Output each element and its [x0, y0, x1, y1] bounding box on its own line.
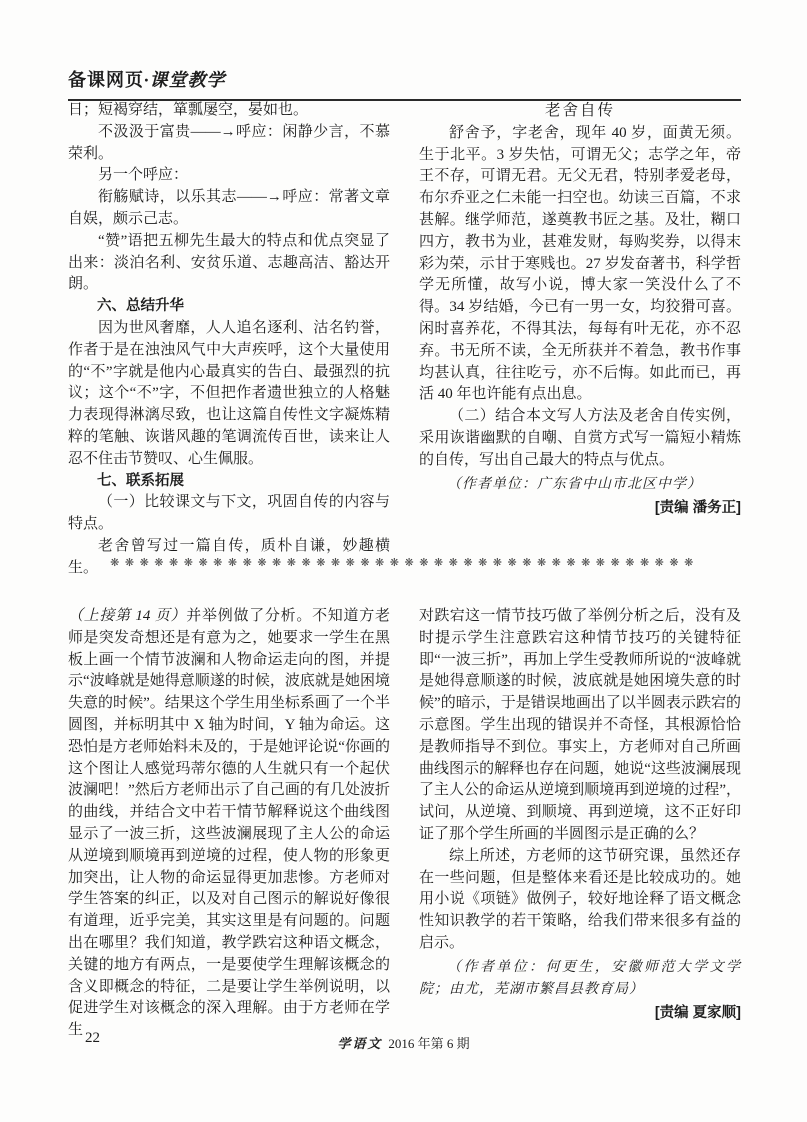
upper-right-column: [419, 100, 741, 580]
section-heading-six: 六、总结升华: [97, 298, 184, 315]
responsible-editor-note: [责编 潘务正]: [654, 500, 741, 517]
paragraph-text: 并举例做了分析。不知道方老师是突发奇想还是有意为之，她要求一学生在黑板上画一个情节波澜和人物命运走向的图，并提示“波峰就是她得意顺遂的时候，波底就是她困境失意的时候”。结果这个学生用坐标系画了一个半圆图，并标明其中 X 轴为时间，Y 轴为命运。这恐怕是方老师始料未及的，于是她评论说“你画的这个图让人感觉玛蒂尔德的人生就只有一个起伏波澜吧！”然后方老师出示了自己画的有几处波折的曲线，并结合文中若干情节解释说这个曲线图显示了一波三折，这些波澜展现了主人公的命运从逆境到顺境再到逆境的过程，使人物的形象更加突出，让人物的命运显得更加悲惨。方老师对学生答案的纠正，以及对自己图示的解说好像很有道理，近乎完美，其实这里是有问题的。问题出在哪里？我们知道，教学跌宕这种语文概念，关键的地方有两点，一是要使学生理解该概念的含义即概念的特征，二是要让学生举例说明，以促进学生对该概念的深入理解。由于方老师在学生: [68, 608, 390, 1039]
upper-left-column: [68, 100, 390, 580]
paragraph: 衔觞赋诗，以乐其志——→呼应：常著文章自娱，颇示己志。: [68, 189, 390, 227]
lower-section: [68, 606, 741, 1042]
article-title: 老舍自传: [544, 102, 615, 119]
journal-footer: [0, 1033, 807, 1052]
page-number: 22: [85, 1030, 100, 1046]
paragraph: 对跌宕这一情节技巧做了举例分析之后，没有及时提示学生注意跌宕这种情节技巧的关键特征即“一波三折”，再加上学生受教师所说的“波峰就是她得意顺遂的时候，波底就是她困境失意的时候”的暗示，于是错误地画出了以半圆表示跌宕的示意图。学生出现的错误并不奇怪，其根源恰恰是教师指导不到位。事实上，方老师对自己所画曲线图示的解释也存在问题，她说“这些波澜展现了主人公的命运从逆境到顺境再到逆境的过程”，试问，从逆境、到顺境、再到逆境，这不正好印证了那个学生所画的半圆图示是正确的么？: [419, 608, 741, 842]
paragraph: （二）结合本文写人方法及老舍自传实例，采用诙谐幽默的自嘲、自赏方式写一篇短小精炼的自传，写出自己最大的特点与优点。: [419, 408, 741, 468]
lower-right-column: [419, 606, 741, 1042]
upper-section: [68, 100, 741, 580]
paragraph: 综上所述，方老师的这节研究课，虽然还存在一些问题，但是整体来看还是比较成功的。她用小说《项链》做例子，较好地诠释了语文概念性知识教学的若干策略，给我们带来很多有益的启示。: [419, 847, 741, 951]
author-affiliation-note: （作者单位：何更生，安徽师范大学文学院；由尤，芜湖市繁昌县教育局）: [419, 959, 741, 997]
paragraph: 因为世风奢靡，人人追名逐利、沽名钓誉，作者于是在浊浊风气中大声疾呼，这个大量使用的“不”字就是他内心最真实的告白、最强烈的抗议；这个“不”字，不但把作者遗世独立的人格魅力表现得淋漓尽致，也让这篇自传性文字凝炼精粹的笔触、诙谐风趣的笔调流传百世，读来让人忍不住击节赞叹、心生佩服。: [68, 319, 390, 467]
section-label-suffix: ·课堂教学: [144, 70, 226, 90]
responsible-editor-note: [责编 夏家顺]: [654, 1005, 741, 1022]
paragraph: 日；短褐穿结，箪瓢屡空，晏如也。: [68, 102, 309, 118]
continued-from-note: （上接第 14 页）: [68, 608, 187, 624]
section-heading-seven: 七、联系拓展: [97, 472, 184, 489]
paragraph: 不汲汲于富贵——→呼应：闲静少言，不慕荣利。: [68, 123, 390, 162]
paragraph: 另一个呼应：: [98, 167, 189, 184]
flower-separator-ornament: ❋❋❋❋❋❋❋❋❋❋❋❋❋❋❋❋❋❋❋❋❋❋❋❋❋❋❋❋❋❋❋❋❋❋❋❋❋❋❋❋: [110, 557, 699, 569]
section-label: [68, 70, 226, 90]
paragraph: （一）比较课文与下文，巩固自传的内容与特点。: [68, 494, 390, 533]
paragraph: “赞”语把五柳先生最大的特点和优点突显了出来：淡泊名利、安贫乐道、志趣高洁、豁达开朗。: [68, 232, 390, 293]
paragraph: 舒舍予，字老舍，现年 40 岁，面黄无须。生于北平。3 岁失怙，可谓无父；志学之年，帝王不存，可谓无君。无父无君，特别孝爱老母，布尔乔亚之仁未能一扫空也。幼读三百篇，不求甚解。继学师范，遂奠教书匠之基。及壮，糊口四方，教书为业，甚难发财，每购奖券，以得末彩为荣，示甘于寒贱也。27 岁发奋著书，科学哲学无所懂，故写小说，博大家一笑没什么了不得。34 岁结婚，今已有一男一女，均狡猾可喜。闲时喜养花，不得其法，每每有叶无花，亦不忍弃。书无所不读，全无所获并不着急，教书作事均甚认真，往往吃亏，亦不后悔。如此而已，再活 40 年也许能有点出息。: [419, 124, 741, 403]
journal-name: 学语文: [337, 1036, 383, 1051]
author-affiliation-note: （作者单位：广东省中山市北区中学）: [447, 476, 702, 492]
page-header: [68, 66, 741, 101]
section-label-prefix: 备课网页: [68, 70, 144, 90]
paragraph: 老舍曾写过一篇自传，质朴自谦，妙趣横生。: [68, 537, 390, 576]
lower-left-column: [68, 606, 390, 1042]
journal-issue: 2016 年第 6 期: [388, 1036, 470, 1051]
paragraph: [68, 606, 390, 1042]
